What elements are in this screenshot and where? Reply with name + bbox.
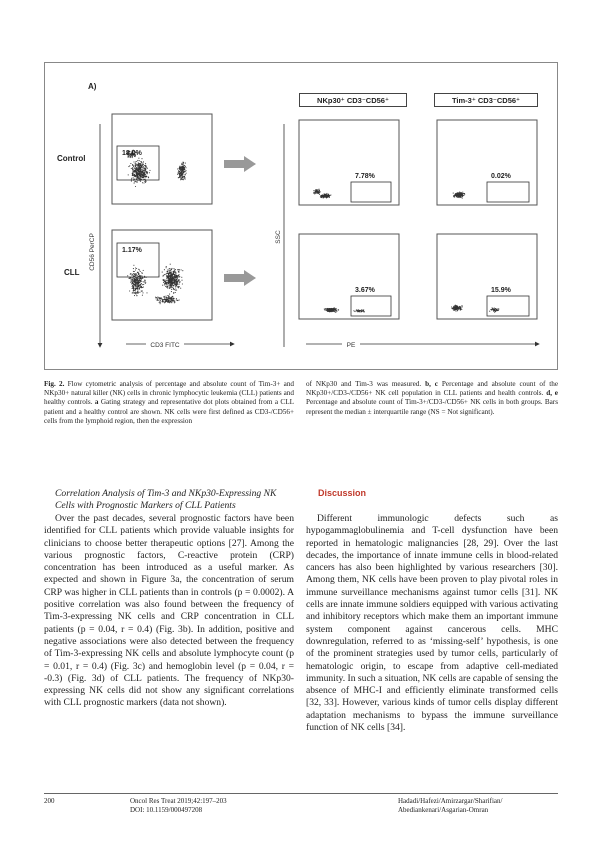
caption-right	[306, 380, 558, 417]
footer-rule	[44, 793, 558, 794]
doi: DOI: 10.1159/000497208	[130, 806, 203, 814]
journal-citation: Oncol Res Treat 2019;42:197–203	[130, 797, 227, 805]
gate-pct-cll: 1.17%	[122, 247, 142, 254]
arrow-cll	[224, 270, 256, 286]
section-heading-discussion: Discussion	[318, 488, 367, 498]
gating-plot-cll	[112, 230, 212, 320]
nkp30-plot-control	[299, 120, 399, 205]
page-number: 200	[44, 797, 55, 805]
caption-right-text2: Percentage and absolute count of the NKp30+/CD3-/CD56+ NK cell population in CLL patients and health controls.	[306, 380, 559, 398]
figure-panel-label: A)	[88, 82, 97, 91]
authors-line2: Abediankenari/Asgarian-Omran	[398, 806, 489, 814]
header-tim3: Tim-3⁺ CD3⁻CD56⁺	[434, 93, 538, 107]
nkp30-pct-control: 7.78%	[355, 173, 375, 180]
caption-right-text1: of NKp30 and Tim-3 was measured.	[306, 380, 426, 388]
arrow-control	[224, 156, 256, 172]
paragraph-discussion: Different immunologic defects such as hypogammaglobulinemia and T-cell dysfunction have been reported in hematologic malignancies [28, 29]. Over the last decades, the importance of innate immune cells in blood-related cancers has also been highlighted by various researchers [30]. Among them, NK cells have been proven to play pivotal roles in immune surveillance mechanisms against tumor cells [31]. NK cells are innate immune soldiers equipped with various activating and inhibitory receptors which make them an important immune system component against cancerous cells. MHC downregulation, referred to as ‘missing-self’ hypothesis, is one of the prominent strategies used by tumor cells, particularly of hematologic origin, to escape from adaptive cell-mediated immunity. In such a situation, NK cells are capable of sensing the absence of MHC-I and efficiently eliminate transformed cells [32, 33]. However, various kinds of tumor cells display different adaptation mechanisms to bypass the immune surveillance function of NK cells [34].	[306, 513, 558, 734]
ylabel-ssc: SSC	[275, 230, 282, 244]
row-label-cll: CLL	[64, 268, 80, 277]
nkp30-plot-cll	[299, 234, 399, 319]
caption-right-text3: Percentage and absolute count of Tim-3+/CD3-/CD56+ NK cells in both groups. Bars represent the median ± interquartile range (NS = Not significant).	[306, 398, 558, 416]
header-nkp30: NKp30⁺ CD3⁻CD56⁺	[299, 93, 407, 107]
xlabel-pe: PE	[346, 342, 356, 349]
gating-plot-control	[112, 114, 212, 204]
caption-de-label: d, e	[546, 389, 559, 398]
tim3-pct-control: 0.02%	[491, 173, 511, 180]
authors-line1: Hadadi/Hafezi/Amirzargar/Sharifian/	[398, 797, 503, 805]
row-label-control: Control	[57, 154, 86, 163]
tim3-pct-cll: 15.9%	[491, 287, 511, 294]
paragraph-correlation: Over the past decades, several prognostic factors have been identified for CLL patients which provide valuable insights for clinicians to choose better therapeutic options [27]. Among the various prognostic factors, C-reactive protein (CRP) concentration has been introduced as a useful marker. As expected and shown in Figure 3a, the concentration of serum CRP was higher in CLL patients than in controls (p = 0.0002). A positive correlation was also found between the frequency of Tim-3-expressing NK cells and CRP concentration in CLL patients (p = 0.04, r = 0.4) (Fig. 3b). In addition, positive and negative associations were also detected between the frequency of Tim-3-expressing NK cells and absolute lymphocyte count (p = 0.01, r = 0.4) (Fig. 3c) and hemoglobin level (p = 0.04, r = -0.3) (Fig. 3d) of CLL patients. The frequency of NKp30-expressing NK cells did not show any significant correlations with CLL prognostic markers (data not shown).	[44, 513, 294, 709]
xlabel-cd3: CD3 FITC	[150, 342, 180, 349]
caption-a-label: a	[94, 398, 99, 407]
caption-left-text: Flow cytometric analysis of percentage and absolute count of Tim-3+ and NKp30+ natural killer (NK) cells in chronic lymphocytic leukemia (CLL) patients and healthy controls.	[44, 380, 295, 407]
caption-fig-label: Fig. 2.	[44, 380, 65, 388]
tim3-plot-cll	[437, 234, 537, 319]
caption-left	[44, 380, 294, 426]
caption-left-text2: Gating strategy and representative dot plots obtained from a CLL patient and a healthy control are shown. NK cells were first defined as CD3-/CD56+ cells from the lymphoid region, then the expression	[44, 398, 294, 425]
ylabel-cd56: CD56 PerCP	[89, 233, 96, 271]
nkp30-pct-cll: 3.67%	[355, 287, 375, 294]
gate-pct-control: 18.0%	[122, 150, 142, 157]
flow-cytometry-figure	[44, 62, 558, 370]
section-heading-correlation: Correlation Analysis of Tim-3 and NKp30-Expressing NK Cells with Prognostic Markers of CLL Patients	[55, 488, 277, 512]
caption-bc-label: b, c	[425, 380, 438, 388]
tim3-plot-control	[437, 120, 537, 205]
